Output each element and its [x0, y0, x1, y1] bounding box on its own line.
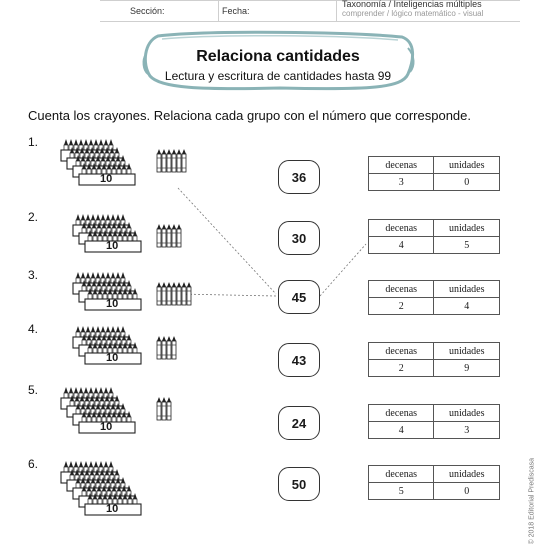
row-number: 3. — [28, 268, 39, 282]
place-value-table[interactable] — [368, 465, 500, 500]
loose-crayons-icon — [156, 336, 178, 365]
page-title: Relaciona cantidades — [196, 48, 360, 65]
tens-header: decenas — [369, 220, 434, 237]
instruction-text: Cuenta los crayones. Relaciona cada grupo con el número que corresponde. — [28, 108, 471, 123]
place-value-table[interactable] — [368, 280, 500, 315]
place-value-table[interactable] — [368, 219, 500, 254]
row-number: 1. — [28, 135, 39, 149]
row-number: 4. — [28, 322, 39, 336]
box-label: 10 — [100, 421, 113, 433]
box-label: 10 — [100, 173, 113, 185]
row-number: 2. — [28, 210, 39, 224]
tens-header: decenas — [369, 405, 434, 422]
taxonomy-label: Taxonomía / Inteligencias múltiples — [342, 0, 482, 9]
place-value-table[interactable] — [368, 404, 500, 439]
units-value: 9 — [434, 360, 500, 377]
tens-value: 5 — [369, 483, 434, 500]
box-label: 10 — [106, 240, 119, 252]
units-value: 0 — [434, 174, 500, 191]
loose-crayons-icon — [156, 282, 193, 311]
footer-credit: © 2018 Editorial Prediscasa — [528, 458, 535, 544]
number-bubble[interactable]: 50 — [278, 467, 320, 501]
loose-crayons-icon — [156, 224, 183, 253]
page-subtitle: Lectura y escritura de cantidades hasta 99 — [164, 69, 392, 83]
number-bubble[interactable]: 45 — [278, 280, 320, 314]
tens-value: 2 — [369, 298, 434, 315]
tens-value: 3 — [369, 174, 434, 191]
number-bubble[interactable]: 43 — [278, 343, 320, 377]
tens-header: decenas — [369, 343, 434, 360]
box-label: 10 — [106, 503, 119, 515]
tens-value: 4 — [369, 237, 434, 254]
units-header: unidades — [434, 220, 500, 237]
units-header: unidades — [434, 405, 500, 422]
loose-crayons-icon — [156, 397, 173, 426]
date-label: Fecha: — [222, 6, 250, 16]
units-value: 0 — [434, 483, 500, 500]
taxonomy-subtitle: comprender / lógico matemático - visual — [342, 9, 484, 18]
units-value: 5 — [434, 237, 500, 254]
box-label: 10 — [106, 352, 119, 364]
units-value: 4 — [434, 298, 500, 315]
tens-value: 2 — [369, 360, 434, 377]
units-header: unidades — [434, 281, 500, 298]
number-bubble[interactable]: 24 — [278, 406, 320, 440]
row-number: 6. — [28, 457, 39, 471]
number-bubble[interactable]: 36 — [278, 160, 320, 194]
units-header: unidades — [434, 466, 500, 483]
connection-line — [320, 244, 366, 296]
units-header: unidades — [434, 157, 500, 174]
tens-value: 4 — [369, 422, 434, 439]
row-number: 5. — [28, 383, 39, 397]
connection-line — [178, 188, 276, 294]
place-value-table[interactable] — [368, 156, 500, 191]
tens-header: decenas — [369, 157, 434, 174]
tens-header: decenas — [369, 281, 434, 298]
number-bubble[interactable]: 30 — [278, 221, 320, 255]
units-header: unidades — [434, 343, 500, 360]
box-label: 10 — [106, 298, 119, 310]
place-value-table[interactable] — [368, 342, 500, 377]
section-label: Sección: — [130, 6, 165, 16]
units-value: 3 — [434, 422, 500, 439]
loose-crayons-icon — [156, 149, 188, 178]
tens-header: decenas — [369, 466, 434, 483]
